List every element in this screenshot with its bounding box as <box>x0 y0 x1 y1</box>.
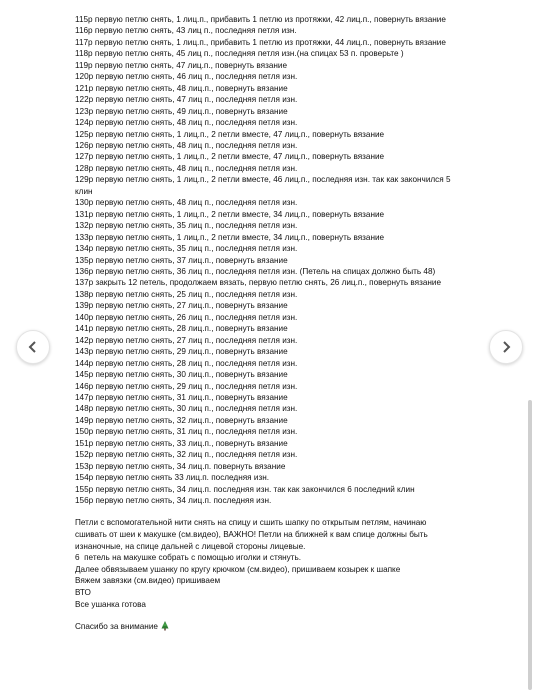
christmas-tree-icon <box>161 621 169 631</box>
row-line: 121р первую петлю снять, 48 лиц.п., повернуть вязание <box>75 83 288 93</box>
row-line: 146р первую петлю снять, 29 лиц п., последняя петля изн. <box>75 381 298 391</box>
row-list <box>75 14 495 506</box>
note-line: Вяжем завязки (см.видео) пришиваем <box>75 576 221 586</box>
row-line: 132р первую петлю снять, 35 лиц п., последняя петля изн. <box>75 221 298 231</box>
notes-section <box>75 517 495 610</box>
row-line: 125р первую петлю снять, 1 лиц.п., 2 петли вместе, 47 лиц.п., повернуть вязание <box>75 129 385 139</box>
closing-line <box>75 621 495 632</box>
note-line: 6 петель на макушке собрать с помощью иголки и стянуть. <box>75 553 302 563</box>
note-line: Петли с вспомогательной нити снять на спицу и сшить шапку по открытым петлям, начинаю <box>75 518 427 528</box>
row-line: 130р первую петлю снять, 48 лиц п., последняя петля изн. <box>75 198 298 208</box>
row-line: 129р первую петлю снять, 1 лиц.п., 2 петли вместе, 46 лиц.п., последняя изн. так как закончился 5 <box>75 175 451 185</box>
row-line: 135р первую петлю снять, 37 лиц.п., повернуть вязание <box>75 255 288 265</box>
row-line: 124р первую петлю снять, 48 лиц п., последняя петля изн. <box>75 118 298 128</box>
row-line: 117р первую петлю снять, 1 лиц.п., прибавить 1 петлю из протяжки, 44 лиц.п., повернуть вязание <box>75 37 446 47</box>
row-line: 122р первую петлю снять, 47 лиц п., последняя петля изн. <box>75 95 298 105</box>
row-line: 138р первую петлю снять, 25 лиц п., последняя петля изн. <box>75 289 298 299</box>
row-line: 118р первую петлю снять, 45 лиц п., последняя петля изн.(на спицах 53 п. проверьте ) <box>75 49 404 59</box>
row-line: 155р первую петлю снять, 34 лиц.п. последняя изн. так как закончился 6 последний клин <box>75 484 415 494</box>
row-line: 119р первую петлю снять, 47 лиц.п., повернуть вязание <box>75 60 288 70</box>
row-line: 150р первую петлю снять, 31 лиц п., последняя петля изн. <box>75 427 298 437</box>
row-line: 136р первую петлю снять, 36 лиц п., последняя петля изн. (Петель на спицах должно быть 48) <box>75 266 436 276</box>
row-line: 147р первую петлю снять, 31 лиц.п., повернуть вязание <box>75 392 288 402</box>
document-body <box>75 14 495 633</box>
row-line: 141р первую петлю снять, 28 лиц.п., повернуть вязание <box>75 324 288 334</box>
row-line: 126р первую петлю снять, 48 лиц п., последняя петля изн. <box>75 140 298 150</box>
note-line: сшивать от шеи к макушке (см.видео), ВАЖНО! Петли на ближней к вам спице должны быть <box>75 530 428 540</box>
closing-text: Спасибо за внимание <box>75 622 158 632</box>
row-line: 154р первую петлю снять 33 лиц.п. последняя изн. <box>75 473 270 483</box>
row-line: 116р первую петлю снять, 43 лиц п., последняя петля изн. <box>75 26 297 36</box>
chevron-left-icon <box>27 340 39 354</box>
row-line: 120р первую петлю снять, 46 лиц п., последняя петля изн. <box>75 72 298 82</box>
chevron-right-icon <box>500 340 512 354</box>
row-line: клин <box>75 186 93 196</box>
row-line: 134р первую петлю снять, 35 лиц п., последняя петля изн. <box>75 244 298 254</box>
row-line: 143р первую петлю снять, 29 лиц.п., повернуть вязание <box>75 347 288 357</box>
row-line: 152р первую петлю снять, 32 лиц п., последняя петля изн. <box>75 450 298 460</box>
row-line: 131р первую петлю снять, 1 лиц.п., 2 петли вместе, 34 лиц.п., повернуть вязание <box>75 209 385 219</box>
row-line: 123р первую петлю снять, 49 лиц.п., повернуть вязание <box>75 106 288 116</box>
row-line: 145р первую петлю снять, 30 лиц.п., повернуть вязание <box>75 370 288 380</box>
note-line: изнаночные, на спице дальней с лицевой стороны лицевые. <box>75 541 306 551</box>
row-line: 140р первую петлю снять, 26 лиц п., последняя петля изн. <box>75 312 298 322</box>
next-page-button[interactable] <box>489 330 523 364</box>
prev-page-button[interactable] <box>16 330 50 364</box>
row-line: 148р первую петлю снять, 30 лиц п., последняя петля изн. <box>75 404 298 414</box>
row-line: 115р первую петлю снять, 1 лиц.п., прибавить 1 петлю из протяжки, 42 лиц.п., повернуть вязание <box>75 15 446 24</box>
row-line: 133р первую петлю снять, 1 лиц.п., 2 петли вместе, 34 лиц.п., повернуть вязание <box>75 232 385 242</box>
note-line: Все ушанка готова <box>75 599 146 609</box>
row-line: 149р первую петлю снять, 32 лиц.п., повернуть вязание <box>75 415 288 425</box>
note-line: Далее обвязываем ушанку по кругу крючком (см.видео), пришиваем козырек к шапке <box>75 564 401 574</box>
scrollbar[interactable] <box>528 400 532 690</box>
row-line: 144р первую петлю снять, 28 лиц п., последняя петля изн. <box>75 358 298 368</box>
row-line: 137р закрыть 12 петель, продолжаем вязать, первую петлю снять, 26 лиц.п., повернуть вязание <box>75 278 442 288</box>
row-line: 153р первую петлю снять, 34 лиц.п. повернуть вязание <box>75 461 286 471</box>
row-line: 142р первую петлю снять, 27 лиц п., последняя петля изн. <box>75 335 298 345</box>
note-line: ВТО <box>75 588 91 598</box>
row-line: 139р первую петлю снять, 27 лиц.п., повернуть вязание <box>75 301 288 311</box>
row-line: 128р первую петлю снять, 48 лиц п., последняя петля изн. <box>75 163 298 173</box>
row-line: 127р первую петлю снять, 1 лиц.п., 2 петли вместе, 47 лиц.п., повернуть вязание <box>75 152 385 162</box>
row-line: 151р первую петлю снять, 33 лиц.п., повернуть вязание <box>75 438 288 448</box>
row-line: 156р первую петлю снять, 34 лиц.п. последняя изн. <box>75 496 272 506</box>
